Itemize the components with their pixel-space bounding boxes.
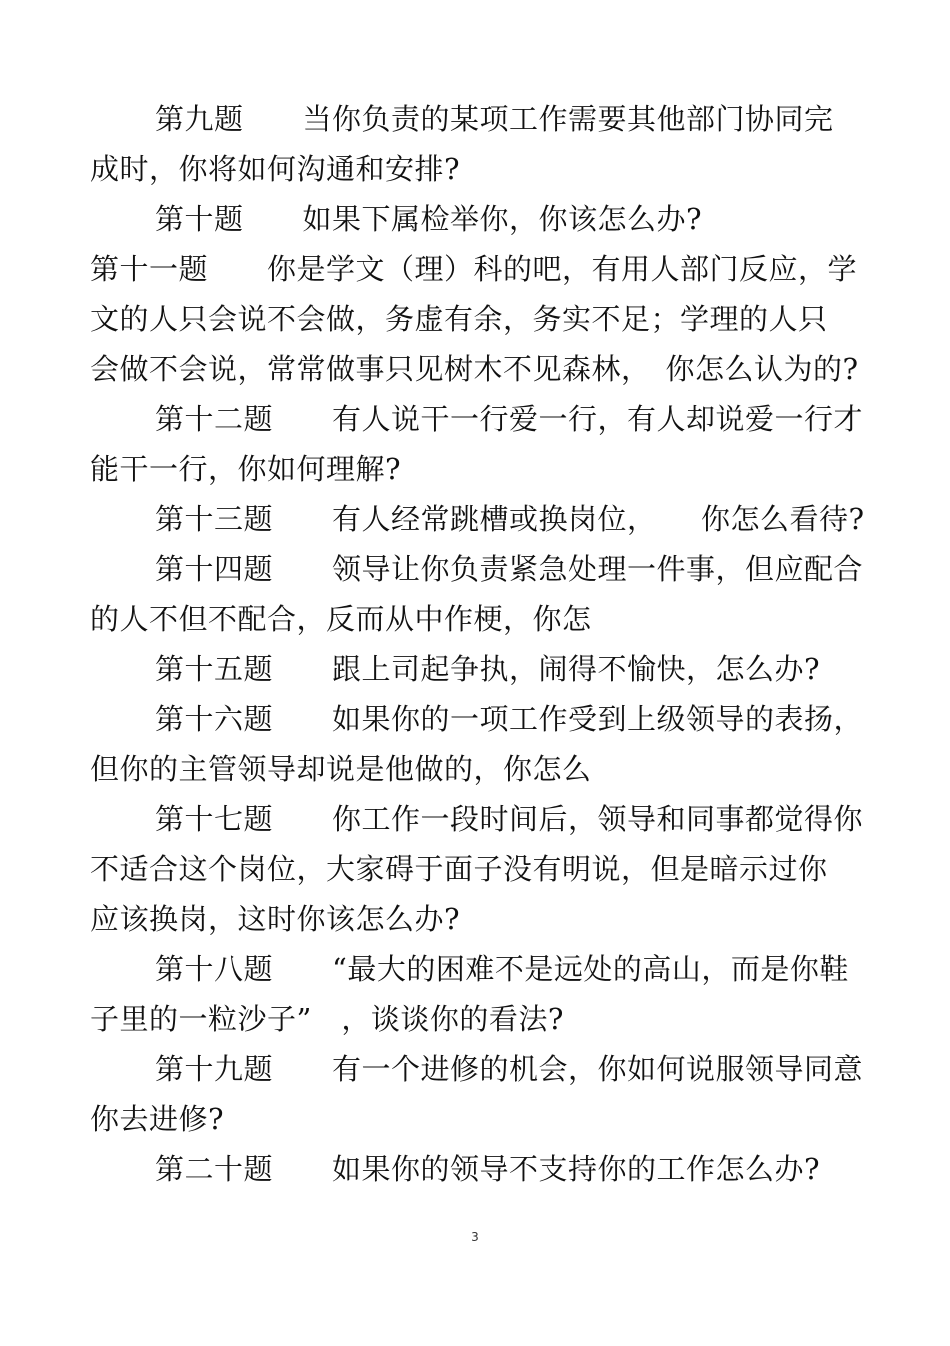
text-line: 成时，你将如何沟通和安排? — [90, 152, 461, 186]
text-line: 第十九题 有一个进修的机会，你如何说服领导同意 — [155, 1052, 864, 1086]
text-line: 第九题 当你负责的某项工作需要其他部门协同完 — [155, 102, 834, 136]
text-line: 应该换岗，这时你该怎么办? — [90, 902, 461, 936]
text-line: 第十六题 如果你的一项工作受到上级领导的表扬， — [155, 702, 864, 736]
text-line: 第十一题 你是学文（理）科的吧，有用人部门反应，学 — [90, 252, 858, 286]
text-line: 会做不会说，常常做事只见树木不见森林， 你怎么认为的? — [90, 352, 859, 386]
text-line: 文的人只会说不会做，务虚有余，务实不足；学理的人只 — [90, 302, 828, 336]
page-number: 3 — [471, 1230, 479, 1244]
text-line: 第十七题 你工作一段时间后，领导和同事都觉得你 — [155, 802, 864, 836]
text-line: 第十题 如果下属检举你，你该怎么办? — [155, 202, 703, 236]
text-line: 不适合这个岗位，大家碍于面子没有明说，但是暗示过你 — [90, 852, 828, 886]
text-line: 第十三题 有人经常跳槽或换岗位， 你怎么看待? — [155, 502, 865, 536]
text-line: 但你的主管领导却说是他做的，你怎么 — [90, 752, 592, 786]
text-line: 第十八题 “最大的困难不是远处的高山，而是你鞋 — [155, 952, 849, 986]
text-line: 的人不但不配合，反而从中作梗，你怎 — [90, 602, 592, 636]
text-line: 能干一行，你如何理解? — [90, 452, 402, 486]
text-line: 子里的一粒沙子” ，谈谈你的看法? — [90, 1002, 564, 1036]
text-line: 第十四题 领导让你负责紧急处理一件事，但应配合 — [155, 552, 864, 586]
text-line: 第二十题 如果你的领导不支持你的工作怎么办? — [155, 1152, 821, 1186]
text-line: 你去进修? — [90, 1102, 225, 1136]
text-line: 第十二题 有人说干一行爱一行，有人却说爱一行才 — [155, 402, 864, 436]
text-line: 第十五题 跟上司起争执，闹得不愉快，怎么办? — [155, 652, 821, 686]
